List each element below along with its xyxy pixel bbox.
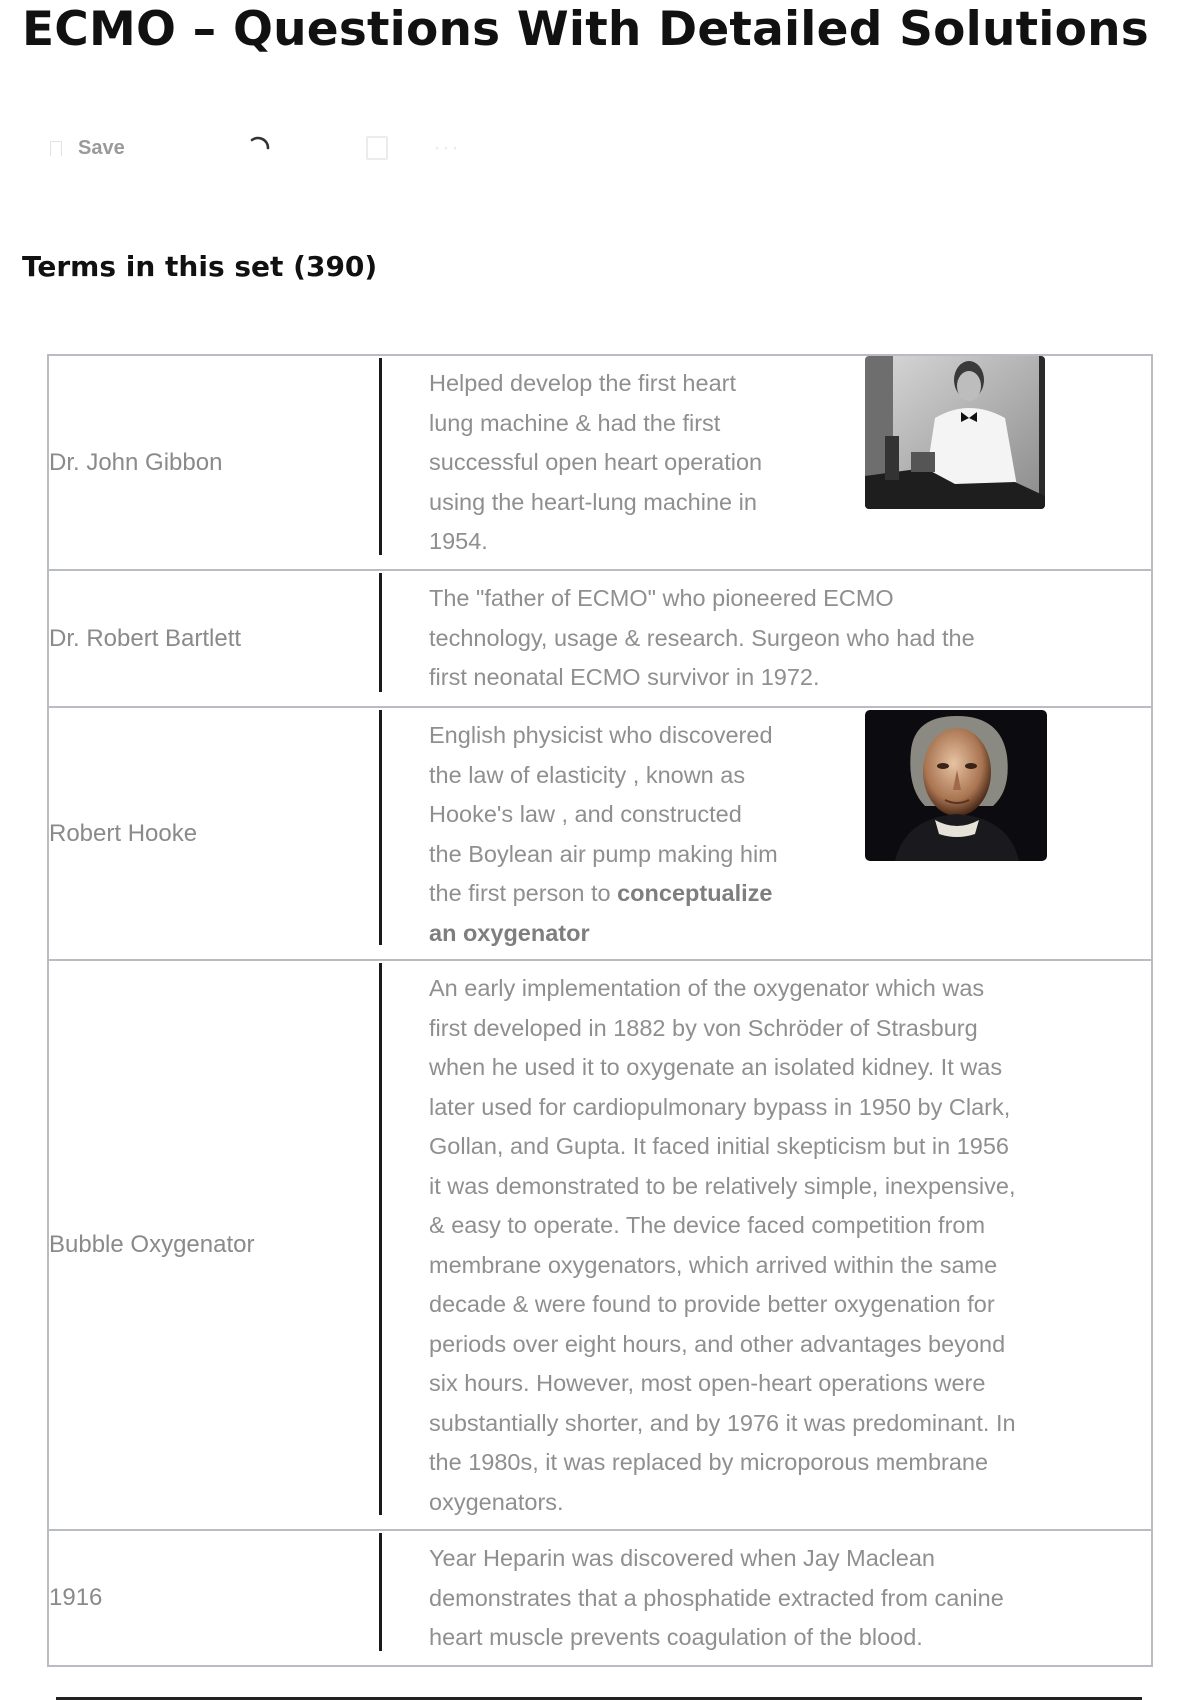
column-divider (379, 358, 382, 555)
column-divider (379, 710, 382, 945)
definition-line: English physicist who discovered (429, 722, 773, 748)
definition-line: 1954. (429, 528, 488, 554)
definition-line: using the heart-lung machine in (429, 488, 757, 515)
definition-text (429, 364, 762, 562)
term-text: 1916 (49, 1584, 103, 1611)
more-icon: ··· (433, 134, 460, 161)
definition-text (429, 1539, 1004, 1658)
term-text: Dr. John Gibbon (49, 448, 223, 476)
definition-image (865, 710, 1047, 861)
definition-line: oxygenators. (429, 1488, 564, 1515)
definition-bold-line: an oxygenator (429, 919, 590, 946)
toolbar (50, 128, 530, 168)
definition-text (429, 716, 778, 953)
share-button[interactable] (366, 128, 388, 168)
term-text: Robert Hooke (49, 819, 198, 847)
column-divider (379, 1533, 382, 1651)
definition-text (429, 579, 975, 698)
definition-line: membrane oxygenators, which arrived within the same (429, 1251, 998, 1278)
definition-image (865, 356, 1045, 509)
term-row (49, 706, 1151, 959)
definition-line: demonstrates that a phosphatide extracted from canine (429, 1584, 1004, 1611)
definition-line: it was demonstrated to be relatively simple, inexpensive, (429, 1172, 1016, 1199)
loading-spinner-icon (246, 134, 272, 160)
definition-line: & easy to operate. The device faced competition from (429, 1212, 986, 1238)
term-text: Dr. Robert Bartlett (49, 624, 242, 652)
definition-line: the Boylean air pump making him (429, 840, 778, 867)
definition-line: later used for cardiopulmonary bypass in 1950 by Clark, (429, 1093, 1011, 1120)
definition-line: substantially shorter, and by 1976 it was predominant. In (429, 1409, 1016, 1436)
definition-line: six hours. However, most open-heart operations were (429, 1370, 986, 1396)
terms-table (47, 354, 1153, 1667)
definition-line: Gollan, and Gupta. It faced initial skepticism but in 1956 (429, 1133, 1009, 1159)
definition-line: lung machine & had the first (429, 409, 721, 436)
save-label: Save (78, 136, 125, 159)
definition-line: Year Heparin was discovered when Jay Maclean (429, 1545, 935, 1571)
definition-line: decade & were found to provide better oxygenation for (429, 1291, 995, 1317)
page-title: ECMO – Questions With Detailed Solutions (22, 2, 1149, 57)
definition-line: Hooke's law , and constructed (429, 801, 742, 827)
definition-line: successful open heart operation (429, 449, 763, 475)
definition-line: heart muscle prevents coagulation of the blood. (429, 1624, 923, 1650)
definition-line: Helped develop the first heart (429, 370, 736, 396)
definition-text (429, 969, 1016, 1522)
definition-bold-fragment: conceptualize (617, 880, 773, 906)
column-divider (379, 573, 382, 692)
definition-fragment: the first person to (429, 880, 618, 906)
term-row (49, 356, 1151, 569)
definition-line: periods over eight hours, and other advantages beyond (429, 1330, 1006, 1357)
definition-line (429, 874, 778, 914)
definition-line: the law of elasticity , known as (429, 761, 746, 788)
definition-line: the 1980s, it was replaced by microporous membrane (429, 1449, 989, 1475)
term-row (49, 959, 1151, 1529)
bookmark-icon (50, 141, 62, 156)
term-row (49, 569, 1151, 706)
definition-line: An early implementation of the oxygenator which was (429, 975, 985, 1001)
column-divider (379, 963, 382, 1515)
save-button[interactable] (50, 128, 125, 168)
term-row (49, 1529, 1151, 1665)
definition-line: technology, usage & research. Surgeon who had the (429, 624, 975, 651)
definition-line: The "father of ECMO" who pioneered ECMO (429, 585, 894, 611)
definition-line: first neonatal ECMO survivor in 1972. (429, 664, 820, 690)
share-icon (366, 136, 388, 160)
more-options-button[interactable] (433, 128, 460, 168)
term-text: Bubble Oxygenator (49, 1231, 255, 1258)
definition-line: first developed in 1882 by von Schröder of Strasburg (429, 1014, 978, 1041)
definition-line: when he used it to oxygenate an isolated kidney. It was (429, 1054, 1003, 1080)
terms-count-heading: Terms in this set (390) (22, 250, 378, 283)
